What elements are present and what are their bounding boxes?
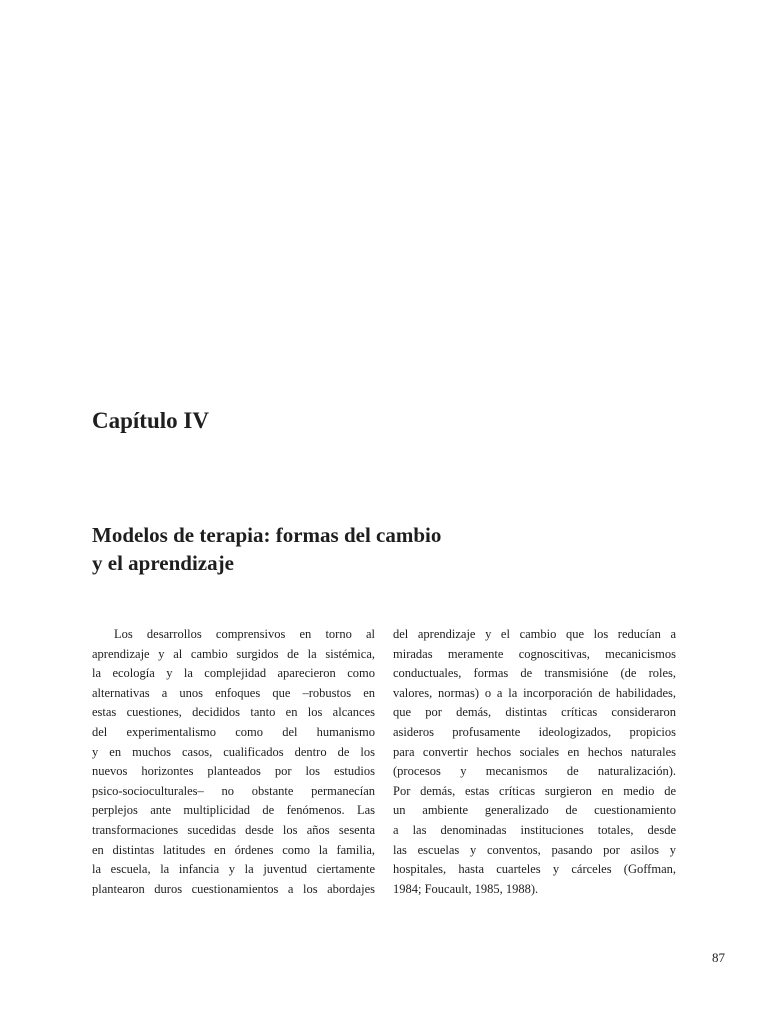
text-line: del experimentalismo como del humanismo <box>92 724 375 739</box>
text-line: transformaciones sucedidas desde los años sesenta <box>92 822 375 837</box>
text-line: la escuela, la infancia y la juventud ciertamente <box>92 862 375 877</box>
text-line: estas cuestiones, decididos tanto en los alcances <box>92 705 375 720</box>
chapter-title-line: y el aprendizaje <box>92 551 234 575</box>
body-column-left <box>92 625 375 899</box>
text-line: del aprendizaje y el cambio que los reducían a <box>393 627 676 641</box>
page-number: 87 <box>712 950 725 965</box>
text-line: nuevos horizontes planteados por los estudios <box>92 764 375 779</box>
chapter-title <box>92 521 441 577</box>
text-line: Los desarrollos comprensivos en torno al <box>114 627 375 641</box>
body-column-right <box>393 625 676 899</box>
text-line: en distintas latitudes en órdenes como la familia, <box>92 842 375 857</box>
text-line: plantearon duros cuestionamientos a los abordajes <box>92 881 375 896</box>
text-line: asideros profusamente ideologizados, propicios <box>393 724 676 739</box>
text-line: 1984; Foucault, 1985, 1988). <box>393 881 539 896</box>
text-line: aprendizaje y al cambio surgidos de la sistémica, <box>92 646 375 661</box>
text-line: un ambiente generalizado de cuestionamiento <box>393 803 676 818</box>
text-line: miradas meramente cognoscitivas, mecanicismos <box>393 646 676 661</box>
text-line: valores, normas) o a la incorporación de habilidades, <box>393 685 676 700</box>
chapter-heading: Capítulo IV <box>92 408 209 433</box>
text-line: conductuales, formas de transmisióne (de roles, <box>393 666 676 681</box>
text-line: para convertir hechos sociales en hechos naturales <box>393 744 676 759</box>
text-line: hospitales, hasta cuarteles y cárceles (Goffman, <box>393 862 676 877</box>
text-line: psico-socioculturales– no obstante permanecían <box>92 783 375 798</box>
text-line: perplejos ante multiplicidad de fenómenos. Las <box>92 803 375 818</box>
text-line: a las denominadas instituciones totales, desde <box>393 822 676 837</box>
text-line: que por demás, distintas críticas consideraron <box>393 705 676 720</box>
text-line: Por demás, estas críticas surgieron en medio de <box>393 783 676 798</box>
text-line: (procesos y mecanismos de naturalización). <box>393 764 676 779</box>
text-line: alternativas a unos enfoques que –robustos en <box>92 685 375 700</box>
chapter-title-line: Modelos de terapia: formas del cambio <box>92 523 442 547</box>
text-line: las escuelas y conventos, pasando por asilos y <box>393 842 676 857</box>
text-line: y en muchos casos, cualificados dentro de los <box>92 744 375 759</box>
text-line: la ecología y la complejidad aparecieron como <box>92 666 375 681</box>
